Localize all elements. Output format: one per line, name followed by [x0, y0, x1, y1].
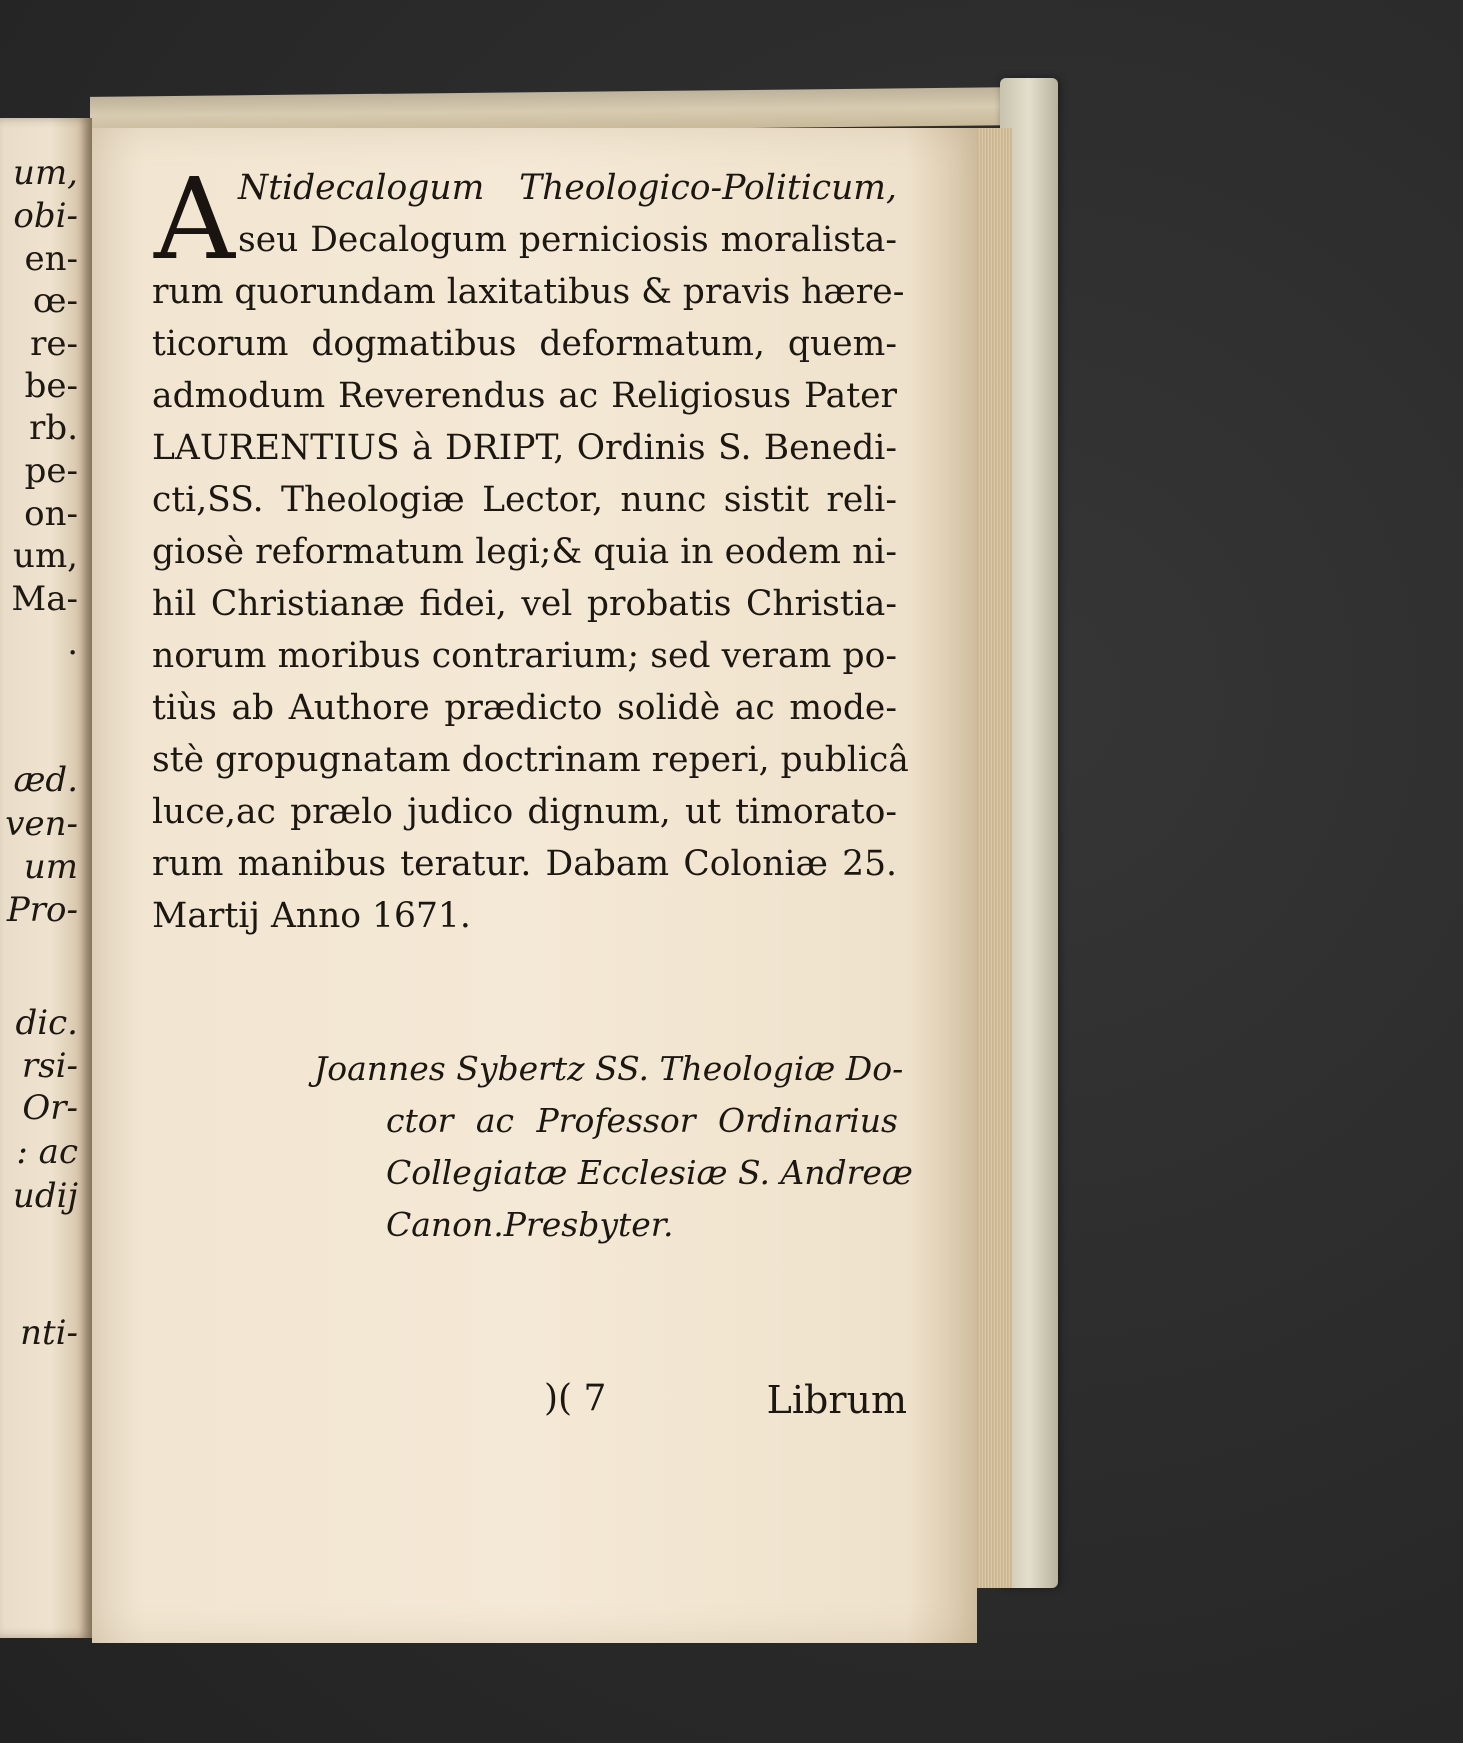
facing-page-fragment: en-: [24, 239, 78, 279]
approbation-text: [152, 155, 909, 942]
signature-line: Canon.Presbyter.: [386, 1205, 674, 1244]
signature-line: Joannes Sybertz SS. Theologiæ Do-: [314, 1049, 904, 1088]
text-line: seu Decalogum perniciosis moralista-: [238, 220, 897, 260]
facing-page-fragment: re-: [30, 324, 78, 364]
facing-page-fragment: rsi-: [21, 1046, 78, 1086]
book-pages-edge: [972, 128, 1012, 1588]
signature-line: Collegiatæ Ecclesiæ S. Andreæ: [386, 1153, 913, 1192]
facing-page-fragment: um,: [13, 153, 78, 193]
facing-page-fragment: : ac: [16, 1132, 78, 1172]
text-line: rum manibus teratur. Dabam Coloniæ 25.: [152, 844, 897, 884]
facing-page-fragment: udij: [12, 1176, 78, 1216]
facing-page-fragment: rb.: [29, 408, 78, 448]
signature-block: [314, 1043, 913, 1251]
text-line: tiùs ab Authore prædicto solidè ac mode-: [152, 688, 897, 728]
facing-page-fragment: obi-: [13, 196, 78, 236]
facing-page-fragment: Or-: [22, 1088, 78, 1128]
facing-page-fragment: dic.: [15, 1003, 78, 1043]
text-line: norum moribus contrarium; sed veram po-: [152, 636, 897, 676]
facing-page-fragment: ven-: [5, 804, 78, 844]
facing-page-fragment: œ-: [32, 281, 78, 321]
text-line: ticorum dogmatibus deformatum, quem-: [152, 324, 897, 364]
text-line: stè gropugnatam doctrinam reperi, publicâ: [152, 740, 909, 780]
facing-page-fragment: Ma-: [11, 579, 78, 619]
facing-page-fragment: um: [23, 847, 78, 887]
signature-line: ctor ac Professor Ordinarius: [386, 1101, 898, 1140]
facing-page: [0, 118, 92, 1638]
facing-page-fragment: pe-: [24, 451, 78, 491]
text-line: Martij Anno 1671.: [152, 896, 471, 936]
catchword: Librum: [766, 1378, 907, 1422]
facing-page-fragment: Pro-: [6, 890, 78, 930]
facing-page-fragment: æd.: [13, 760, 78, 800]
signature-mark: )( 7: [544, 1378, 607, 1419]
text-line: LAURENTIUS à DRIPT, Ordinis S. Benedi-: [152, 428, 897, 468]
facing-page-fragment: um,: [13, 536, 78, 576]
document-page: [92, 128, 977, 1643]
text-line: rum quorundam laxitatibus & pravis hære-: [152, 272, 905, 312]
facing-page-fragment: nti-: [20, 1313, 78, 1353]
facing-page-fragment: be-: [24, 366, 78, 406]
text-line: hil Christianæ fidei, vel probatis Christia-: [152, 584, 897, 624]
text-line: admodum Reverendus ac Religiosus Pater: [152, 376, 897, 416]
text-line: Ntidecalogum Theologico-Politicum,: [238, 168, 897, 208]
text-line: giosè reformatum legi;& quia in eodem ni-: [152, 532, 897, 572]
text-line: cti,SS. Theologiæ Lector, nunc sistit reli-: [152, 480, 897, 520]
facing-page-fragment: .: [67, 623, 78, 663]
text-line: luce,ac prælo judico dignum, ut timorato-: [152, 792, 897, 832]
facing-page-fragment: on-: [24, 494, 78, 534]
drop-cap: A: [154, 155, 235, 285]
